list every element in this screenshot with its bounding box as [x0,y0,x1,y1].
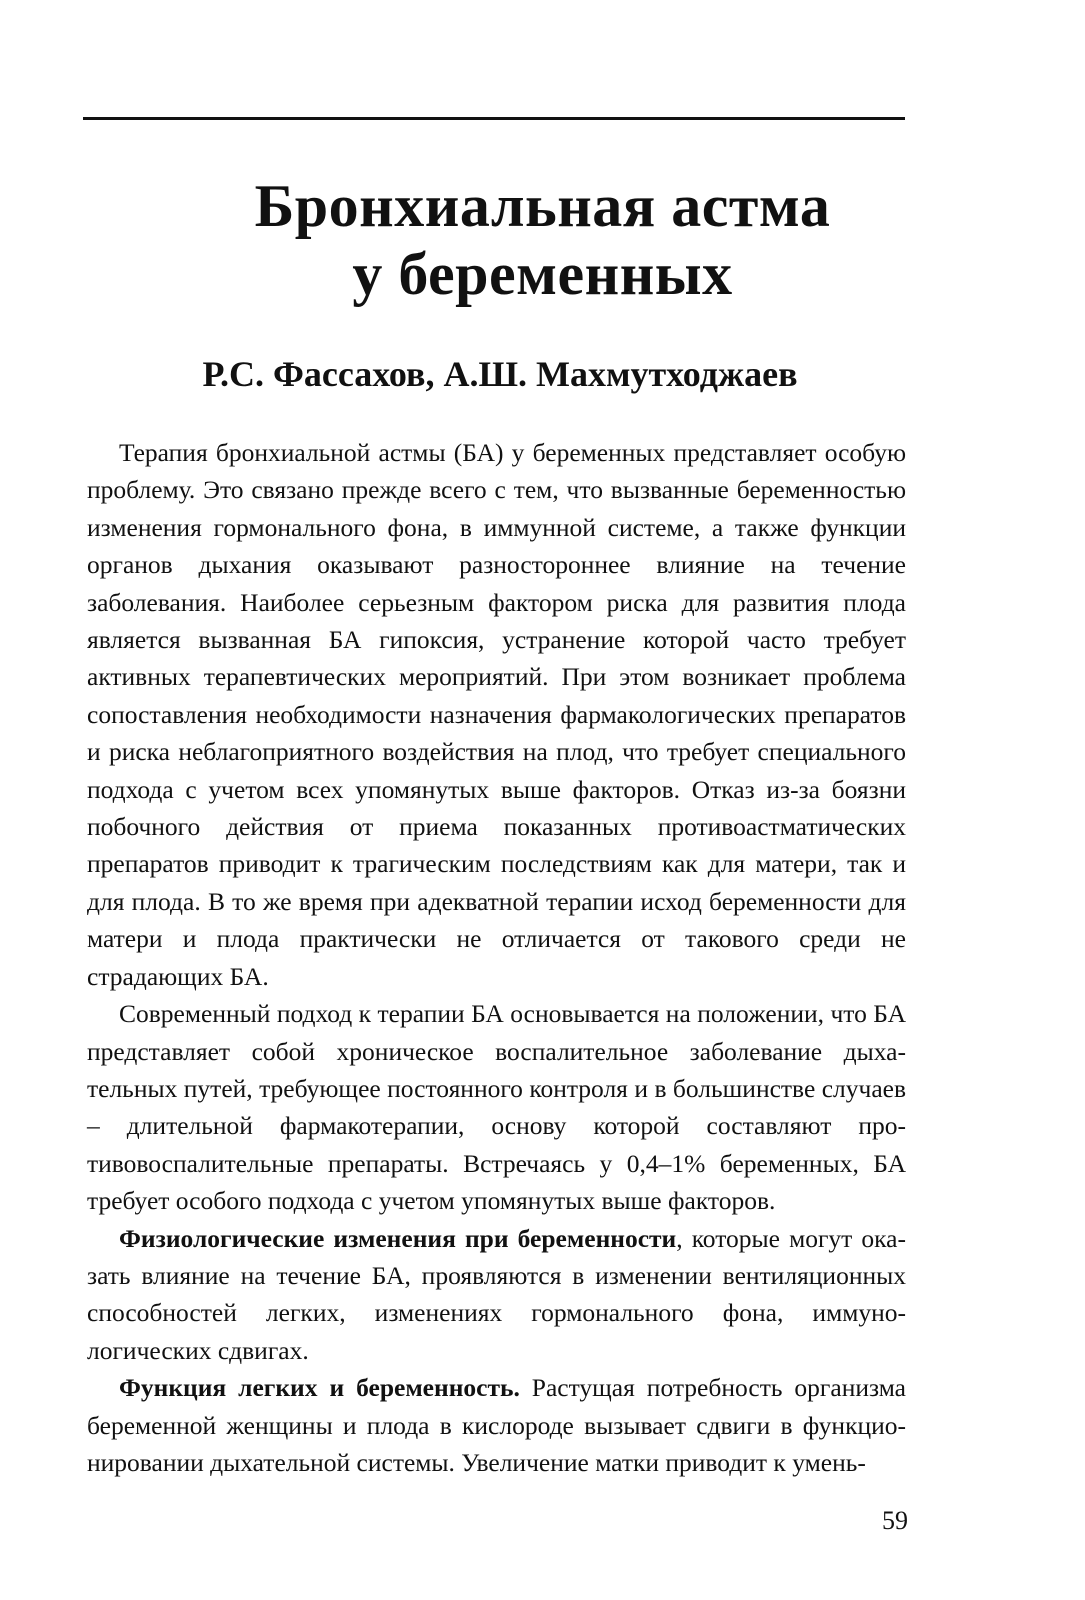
paragraph-2-text: Современный подход к терапии БА основывается на положении, что БА представляет собой хроническое воспалительное заболевание дыхательных путей, требующее постоянного контроля и в большинстве случаев – длительной фармакотерапии, основу которой составляют противовоспалительные препараты. Встречаясь у 0,4–1% беременных, БА требует особого подхода с учетом упомянутых выше факторов. [87,999,906,1216]
top-rule [83,117,905,120]
title-line-2: у беременных [352,241,733,307]
article-body [87,434,906,1481]
page-number: 59 [882,1506,908,1535]
paragraph-4-text: Растущая потребность организма беременной женщины и плода в кислороде вызывает сдвиги в функционировании дыхательной системы. Увеличение матки приводит к умень- [87,1373,906,1477]
paragraph-3 [87,1220,906,1370]
section-heading-physiology: Физиологические изменения при беременности [119,1223,677,1253]
paragraph-2 [87,995,906,1219]
paragraph-3-text: , которые могут оказать влияние на течение БА, проявляются в изменении вентиляционных способностей легких, изменениях гормонального фона, иммунологических сдвигах. [87,1223,906,1365]
article-authors: Р.С. Фассахов, А.Ш. Махмутходжаев [202,354,798,394]
paragraph-4 [87,1369,906,1481]
section-heading-lung-function: Функция легких и беременность. [119,1373,520,1403]
title-line-1: Бронхиальная астма [254,173,831,239]
article-title [0,172,1085,308]
paragraph-1 [87,434,906,995]
paragraph-1-text: Терапия бронхиальной астмы (БА) у беременных представляет особую проблему. Это связано прежде всего с тем, что вызванные беременностью изменения гормонального фона, в иммунной системе, а также функции органов дыхания оказывают разностороннее влияние на течение заболевания. Наиболее серьезным фактором риска для развития плода является вызванная БА гипоксия, устранение которой часто требует активных терапевтических мероприятий. При этом возникает проблема сопоставления необходимости назначения фармакологических препаратов и риска неблагоприятного воздействия на плод, что требует специального подхода с учетом всех упомянутых выше факторов. Отказ из-за боязни побочного действия от приема показанных противоастматических препаратов приводит к трагическим последствиям как для матери, так и для плода. В то же время при адекватной терапии исход беременности для матери и плода практически не отличается от такового среди не страдающих БА. [87,438,906,991]
